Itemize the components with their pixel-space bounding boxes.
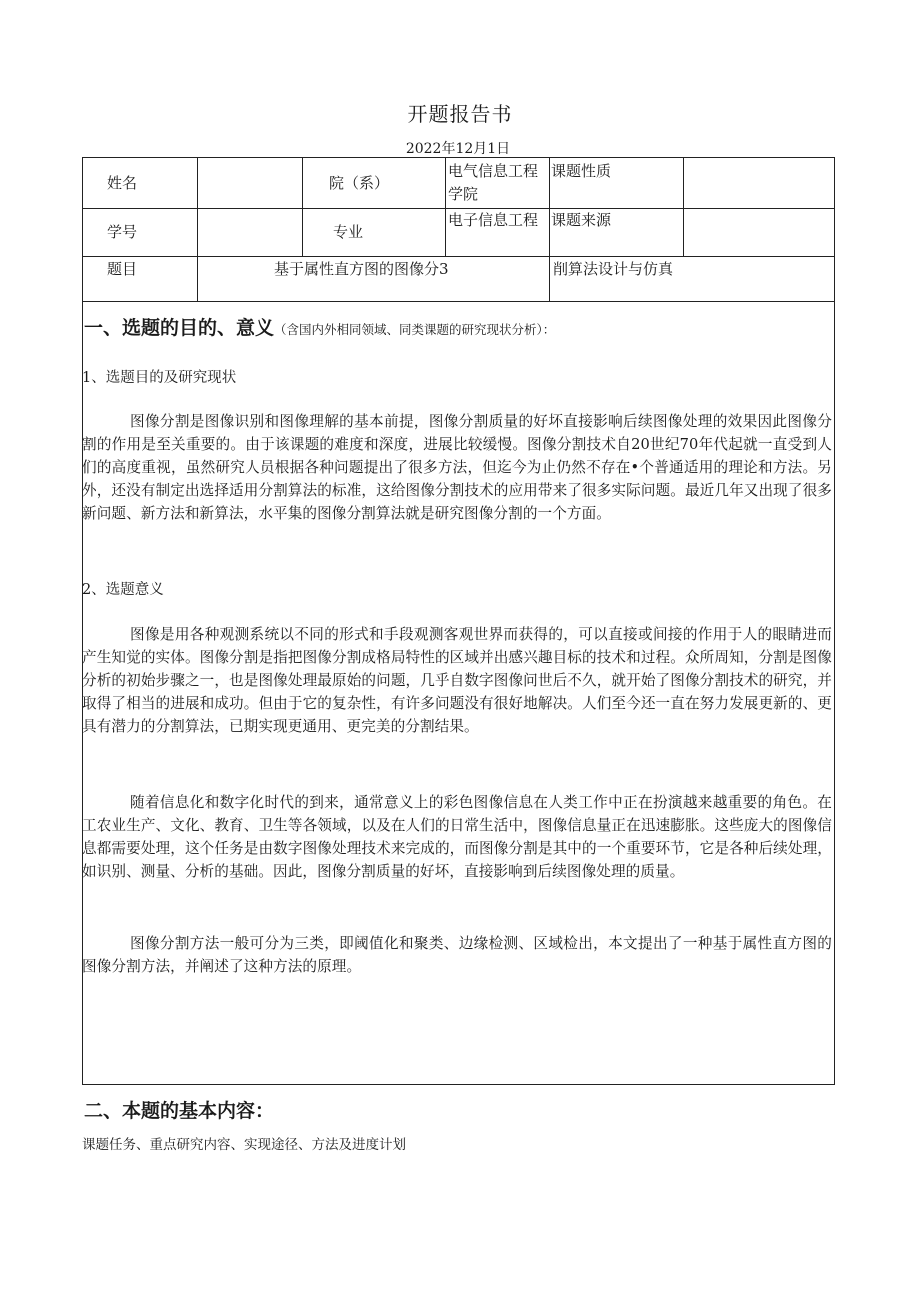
document-title: 开题报告书 [407,102,513,126]
table-divider [82,208,835,209]
topic-nature-label: 课题性质 [551,162,612,180]
section1-paragraph-1: 图像分割是图像识别和图像理解的基本前提，图像分割质量的好坏直接影响后续图像处理的效果因此图像分割的作用是至关重要的。由于该课题的难度和深度，进展比较缓慢。图像分割技术自20世纪70年代起就一直受到人们的高度重视，虽然研究人员根据各种问题提出了很多方法，但迄今为止仍然不存在•个普通适用的理论和方法。另外，还没有制定出选择适用分割算法的标准，这给图像分割技术的应用带来了很多实际问题。最近几年又出现了很多新问题、新方法和新算法，水平集的图像分割算法就是研究图像分割的一个方面。 [82,413,832,522]
section1-paragraph-4: 图像分割方法一般可分为三类，即阈值化和聚类、边缘检测、区域检出，本文提出了一种基于属性直方图的图像分割方法，并阐述了这种方法的原理。 [82,935,832,975]
section2-subtitle: 课题任务、重点研究内容、实现途径、方法及进度计划 [82,1137,406,1153]
major-label: 专业 [333,223,364,241]
section1-sub1-title: 1、选题目的及研究现状 [82,370,237,386]
document-date: 2022年12月1日 [405,141,511,157]
table-divider [683,157,684,256]
section1-paragraph-2: 图像是用各种观测系统以不同的形式和手段观测客观世界而获得的，可以直接或间接的作用于人的眼睛进而产生知觉的实体。图像分割是指把图像分割成格局特性的区域并出感兴趣目标的技术和过程。众所周知，分割是图像分析的初始步骤之一，也是图像处理最原始的问题，几乎自数字图像问世后不久，就开始了图像分割技术的研究，并取得了相当的进展和成功。但由于它的复杂性，有许多问题没有很好地解决。人们至今还一直在努力发展更新的、更具有潜力的分割算法，已期实现更通用、更完美的分割结果。 [82,626,832,735]
department-value: 电气信息工程 [448,162,539,180]
table-divider [82,256,835,257]
topic-source-label: 课题来源 [551,211,612,229]
section1-heading-text: 一、选题的目的、意义 [84,317,275,339]
name-label: 姓名 [107,174,138,192]
section1-heading-note: （含国内外相同领域、同类课题的研究现状分析）： [274,322,556,337]
section1-sub2-title: 2、选题意义 [82,582,164,598]
section1-heading [84,313,555,340]
table-divider [549,157,550,302]
major-value: 电子信息工程 [448,211,539,229]
table-divider [302,157,303,256]
table-divider [445,157,446,256]
section2-heading: 二、本题的基本内容： [84,1100,275,1122]
student-id-label: 学号 [107,223,138,241]
topic-value-part1: 基于属性直方图的图像分3 [274,260,449,278]
table-divider [197,157,198,302]
section1-paragraph-3: 随着信息化和数字化时代的到来，通常意义上的彩色图像信息在人类工作中正在扮演越来越重要的角色。在工农业生产、文化、教育、卫生等各领域，以及在人们的日常生活中，图像信息量正在迅速膨胀。这些庞大的图像信息都需要处理，这个任务是由数字图像处理技术来完成的，而图像分割是其中的一个重要环节，它是各种后续处理，如识别、测量、分析的基础。因此，图像分割质量的好坏，直接影响到后续图像处理的质量。 [82,794,832,880]
topic-value-part2: 削算法设计与仿真 [553,260,674,278]
department-value-line2: 学院 [448,185,479,203]
topic-label: 题目 [107,260,138,278]
department-label: 院（系） [329,174,390,192]
